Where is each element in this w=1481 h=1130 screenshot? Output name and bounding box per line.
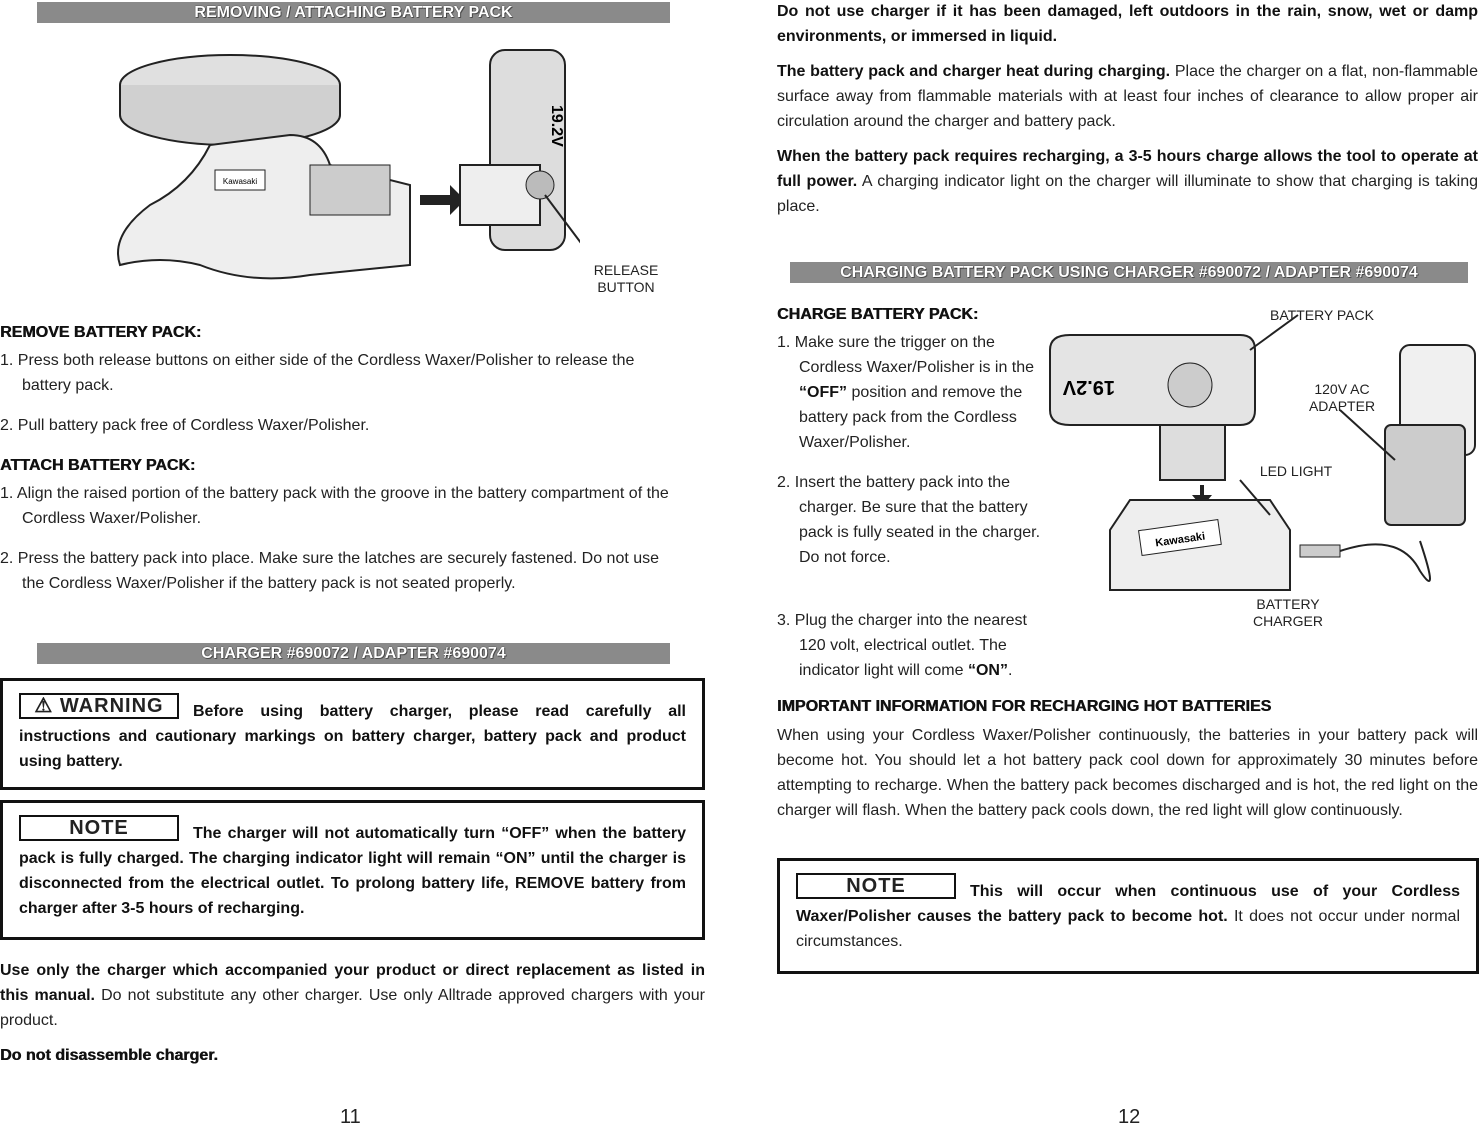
important-title: IMPORTANT INFORMATION FOR RECHARGING HOT BATTERIES [777, 698, 1272, 715]
release-button-label: RELEASE BUTTON [593, 262, 659, 295]
attach-step: 1. Align the raised portion of the battery pack with the groove in the battery compartment of the Cordless Waxer/Polisher. [0, 485, 669, 527]
attach-step: 2. Press the battery pack into place. Make sure the latches are securely fastened. Do not use the Cordless Waxer/Polisher if the battery pack is not seated properly. [0, 550, 660, 592]
heat-text: Place the charger on a flat, non-flammable surface away from flammable materials with at least four inches of clearance to allow proper air circulation around the charger and battery pack. [777, 63, 1478, 130]
disassemble-warning: Do not disassemble charger. [0, 1047, 218, 1064]
charge-steps [777, 302, 1042, 585]
warning-tag-label: WARNING [59, 695, 164, 717]
warning-box [0, 678, 705, 790]
warning-icon: ⚠ [34, 695, 54, 717]
brand-logo: Kawasaki [222, 177, 258, 186]
note-box-hot [777, 858, 1479, 974]
page-number: 11 [340, 1106, 361, 1128]
remove-section [0, 320, 680, 611]
voltage-label: 19.2V [548, 105, 565, 147]
charge-step [777, 330, 1042, 455]
step3-end: . [1007, 662, 1013, 679]
attach-title: ATTACH BATTERY PACK: [0, 457, 196, 474]
charge-title: CHARGE BATTERY PACK: [777, 306, 979, 323]
page-number: 12 [1118, 1106, 1141, 1128]
note-box [0, 800, 705, 940]
remove-step: 2. Pull battery pack free of Cordless Waxer/Polisher. [0, 417, 370, 434]
warning-text: Before using battery charger, please read carefully all instructions and cautionary markings on battery charger, battery pack and product using battery. [19, 703, 686, 770]
note-bold: This will occur when continuous use of your Cordless Waxer/Polisher causes the battery pack to become hot. [796, 883, 1460, 925]
note-text: It does not occur under normal circumstances. [796, 908, 1461, 950]
damage-warning: Do not use charger if it has been damaged, left outdoors in the rain, snow, wet or damp environments, or immersed in liquid. [777, 3, 1478, 45]
step1-off: “OFF” [799, 384, 847, 401]
brand-logo: Kawasaki [1154, 530, 1206, 550]
heat-bold: The battery pack and charger heat during charging. [777, 63, 1171, 80]
remove-step: 1. Press both release buttons on either side of the Cordless Waxer/Polisher to release the battery pack. [0, 352, 635, 394]
hot-batteries-section [777, 694, 1478, 823]
step3-on: “ON” [967, 662, 1008, 679]
note-tag: NOTE [19, 815, 179, 841]
recharge-bold: When the battery pack requires recharging, a 3-5 hours charge allows the tool to operate at full power. [777, 148, 1478, 190]
led-light-label: LED LIGHT [1259, 463, 1333, 479]
note-text: The charger will not automatically turn “OFF” when the battery pack is fully charged. The charging indicator light will remain “ON” until the charger is disconnected from the electrical outlet. To prolong battery life, REMOVE battery from charger after 3-5 hours of recharging. [19, 825, 686, 917]
arrow-icon [420, 185, 465, 215]
important-text: When using your Cordless Waxer/Polisher continuously, the batteries in your battery pack will become hot. You should let a hot battery pack cool down for approximately 30 minutes before attempting to recharge. When the battery pack becomes discharged and is hot, the red light on the charger will flash. When the battery pack cools down, the red light will glow continuously. [777, 727, 1478, 819]
charger-use-text: Do not substitute any other charger. Use only Alltrade approved chargers with your product. [0, 987, 706, 1029]
voltage-label: 19.2V [1062, 376, 1115, 398]
battery-pack-label: BATTERY PACK [1270, 307, 1374, 323]
right-column-text [777, 0, 1478, 219]
adapter-label: 120V AC ADAPTER [1308, 381, 1376, 414]
step3-text: 3. Plug the charger into the nearest 120 volt, electrical outlet. The indicator light will come [777, 612, 1027, 679]
note-tag: NOTE [796, 873, 956, 899]
step1-text-end: position and remove the battery pack from the Cordless Waxer/Polisher. [799, 384, 1023, 451]
recharge-text: A charging indicator light on the charger will illuminate to show that charging is taking place. [777, 173, 1479, 215]
charge-step: 2. Insert the battery pack into the charger. Be sure that the battery pack is fully seated in the charger. Do not force. [777, 474, 1041, 566]
remove-title: REMOVE BATTERY PACK: [0, 324, 202, 341]
polisher-battery-illustration [100, 45, 580, 305]
heat-paragraph [777, 59, 1478, 134]
battery-charger-label: BATTERY CHARGER [1252, 596, 1323, 629]
warning-tag [19, 693, 179, 719]
section-header-removing: REMOVING / ATTACHING BATTERY PACK [37, 2, 670, 23]
section-header-charger: CHARGER #690072 / ADAPTER #690074 [37, 643, 670, 664]
recharge-paragraph [777, 144, 1478, 219]
charger-use-paragraph [0, 958, 705, 1033]
section-header-charging: CHARGING BATTERY PACK USING CHARGER #690072 / ADAPTER #690074 [790, 262, 1468, 283]
step1-text: 1. Make sure the trigger on the Cordless Waxer/Polisher is in the [777, 334, 1035, 376]
charger-use-bold: Use only the charger which accompanied your product or direct replacement as listed in this manual. [0, 962, 705, 1004]
